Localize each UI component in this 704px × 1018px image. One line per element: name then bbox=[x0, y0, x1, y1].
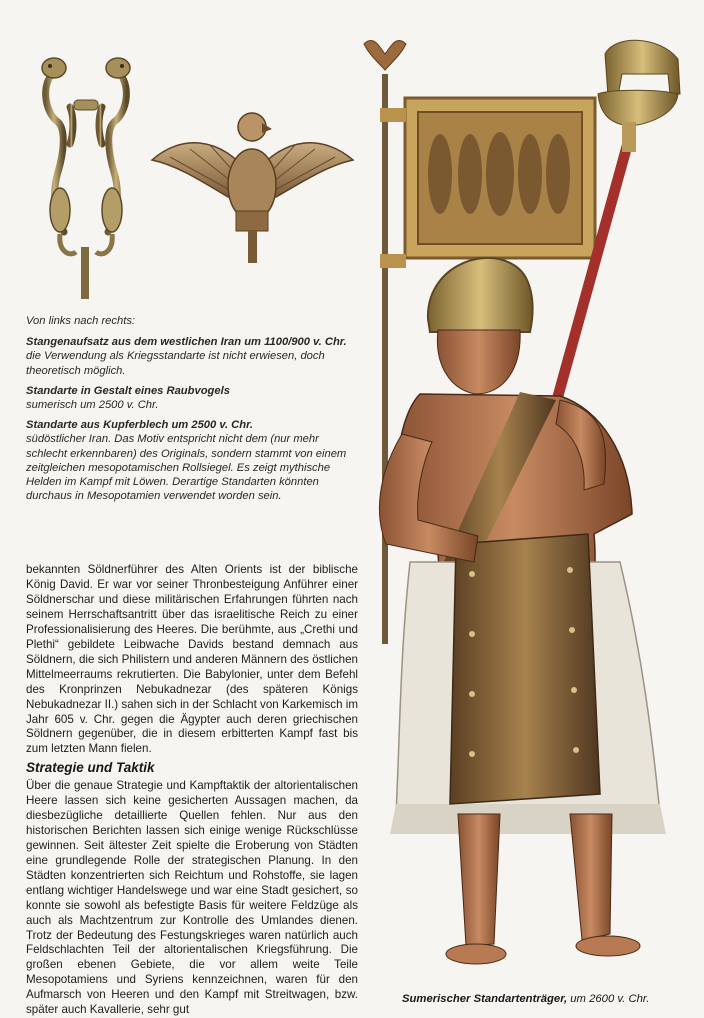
figure-caption-date: um 2600 v. Chr. bbox=[567, 993, 650, 1005]
caption-item-copper bbox=[26, 418, 356, 503]
caption-item-raptor bbox=[26, 384, 356, 412]
standards-caption bbox=[26, 314, 356, 509]
caption-item-finial bbox=[26, 335, 356, 378]
section-heading: Strategie und Taktik bbox=[26, 760, 155, 775]
caption-heading: Standarte aus Kupferblech um 2500 v. Chr. bbox=[26, 419, 253, 432]
caption-text: sumerisch um 2500 v. Chr. bbox=[26, 399, 159, 412]
caption-heading: Stangenaufsatz aus dem westlichen Iran um 1100/900 v. Chr. bbox=[26, 336, 347, 349]
caption-intro: Von links nach rechts: bbox=[26, 315, 136, 327]
body-paragraph-1 bbox=[26, 563, 358, 757]
sumerian-standard-bearer-illustration bbox=[360, 14, 700, 989]
body-paragraph-2 bbox=[26, 779, 358, 1018]
pole-finial-illustration bbox=[30, 52, 142, 302]
paragraph: Über die genaue Strategie und Kampftaktik der altorientalischen Heere lassen sich keine gesicherten Aussagen machen, da diesbezügliche detaillierte Quellen fehlen. Nur aus den historischen Berichten lassen sich einige wenige Rückschlüsse gewinnen. Seit ältester Zeit spielte die Eroberung von Städten eine grundlegende Rolle der strategischen Planung. In den Städten konzentrierten sich Reichtum und Rohstoffe, sie lagen entlang wichtiger Handelswege und war eine Stadt gesichert, so konnte sie sowohl als befestigte Basis für weitere Feldzüge als auch als Machtzentrum zur Kontrolle des Umlandes dienen. Trotz der Bedeutung des Festungskrieges waren natürlich auch Feldschlachten Teil der altorientalischen Kriegsführung. Die großen ebenen Gebiete, die vor allem weite Teile Mesopotamiens und Syriens kennzeichnen, waren für den Aufmarsch von Heeren und den Kampf mit Streitwagen, bzw. später auch Kavallerie, sehr gut bbox=[26, 779, 358, 1017]
caption-text: die Verwendung als Kriegsstandarte ist nicht erwiesen, doch theoretisch möglich. bbox=[26, 350, 325, 377]
paragraph: bekannten Söldnerführer des Alten Orients ist der biblische König David. Er war vor seiner Thronbesteigung Anführer einer Söldnerschar und diese militärischen Erfahrungen führten nach seinem Herrschaftsantritt über das israelitische Reich zu einer Professionalisierung des Heeres. Die berühmte, aus „Crethi und Plethi“ gebildete Leibwache Davids bestand demnach aus Söldnern, die sich Philistern und anderen Männern des östlichen Mittelmeerraums rekrutierten. Die Babylonier, unter dem Befehl des Kronprinzen Nebukadnezar (des späteren Königs Nebukadnezar II.) sahen sich in der Schlacht von Karkemisch im Jahr 605 v. Chr. gegen die Ägypter auch deren griechischen Söldnern gegenüber, die in diesem erbitterten Kampf fast bis zum letzten Mann fielen. bbox=[26, 563, 358, 756]
caption-text: südöstlicher Iran. Das Motiv entspricht nicht dem (nur mehr schlecht erkennbaren) des Originals, sondern stammt von einem zeitgleichen mesopotamischen Rollsiegel. Es zeigt mythische Helden im Kampf mit Löwen. Derartige Standarten könnten durchaus in Mesopotamien verwendet worden sein. bbox=[26, 433, 347, 503]
raptor-standard-illustration bbox=[150, 105, 355, 263]
figure-caption bbox=[402, 993, 692, 1005]
figure-caption-title: Sumerischer Standartenträger, bbox=[402, 993, 568, 1005]
caption-heading: Standarte in Gestalt eines Raubvogels bbox=[26, 384, 230, 397]
